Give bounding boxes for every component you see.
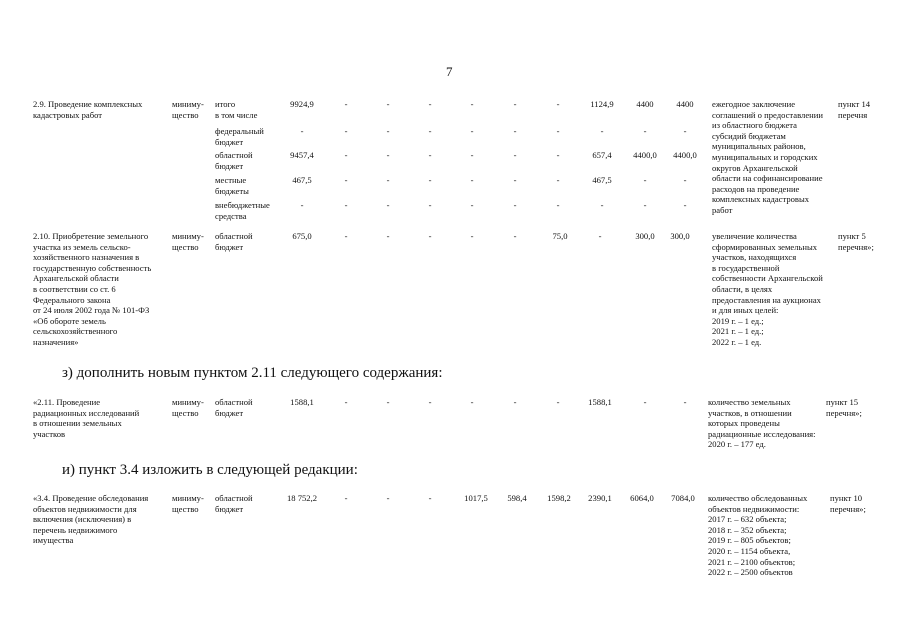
value-cell: -	[428, 397, 432, 407]
value-cell: -	[683, 200, 687, 210]
value-cell: -	[556, 175, 560, 185]
value-cell: -	[386, 397, 390, 407]
value-cell: -	[344, 397, 348, 407]
value-cell: -	[470, 231, 474, 241]
row-executor: миниму- щество	[172, 493, 204, 514]
value-cell: -	[643, 200, 647, 210]
row-reference: пункт 14 перечня	[838, 99, 871, 120]
value-cell: 657,4	[592, 150, 612, 160]
row-executor: миниму- щество	[172, 397, 204, 418]
funding-source: внебюджетные средства	[215, 200, 270, 221]
value-cell: -	[344, 99, 348, 109]
value-cell: 4400,0	[633, 150, 657, 160]
value-cell: 1588,1	[290, 397, 314, 407]
funding-source: итого в том числе	[215, 99, 258, 120]
value-cell: 9924,9	[290, 99, 314, 109]
value-cell: -	[643, 126, 647, 136]
funding-source: местные бюджеты	[215, 175, 249, 196]
row-result: количество обследованных объектов недвижимости: 2017 г. – 632 объекта; 2018 г. – 352 объекта; 2019 г. – 805 объектов; 2020 г. – 1154 объекта, 2021 г. – 2100 объектов; 2022 г. – 2500 объектов	[708, 493, 808, 578]
value-cell: -	[344, 175, 348, 185]
page-number: 7	[446, 64, 453, 79]
value-cell: 467,5	[292, 175, 312, 185]
value-cell: -	[513, 200, 517, 210]
value-cell: -	[470, 200, 474, 210]
value-cell: -	[344, 150, 348, 160]
value-cell: -	[683, 175, 687, 185]
value-cell: -	[600, 200, 604, 210]
value-cell: 467,5	[592, 175, 612, 185]
value-cell: -	[344, 493, 348, 503]
row-reference: пункт 10 перечня»;	[830, 493, 866, 514]
value-cell: -	[428, 493, 432, 503]
value-cell: 675,0	[292, 231, 312, 241]
value-cell: -	[513, 150, 517, 160]
value-cell: -	[344, 126, 348, 136]
value-cell: -	[428, 231, 432, 241]
value-cell: -	[513, 126, 517, 136]
value-cell: 9457,4	[290, 150, 314, 160]
value-cell: -	[556, 150, 560, 160]
value-cell: -	[470, 175, 474, 185]
funding-source: областной бюджет	[215, 150, 253, 171]
row-reference: пункт 15 перечня»;	[826, 397, 862, 418]
value-cell: 6064,0	[630, 493, 654, 503]
value-cell: -	[300, 200, 304, 210]
value-cell: -	[386, 231, 390, 241]
value-cell: 1588,1	[588, 397, 612, 407]
value-cell: -	[344, 231, 348, 241]
value-cell: -	[428, 175, 432, 185]
row-name: 2.10. Приобретение земельного участка из земель сельско- хозяйственного назначения в государственную собственность Архангельской области в соответствии со ст. 6 Федерального закона от 24 июля 2002 года № 101-ФЗ «Об обороте земель сельскохозяйственного назначения»	[33, 231, 152, 347]
value-cell: 598,4	[507, 493, 527, 503]
row-name: 2.9. Проведение комплексных кадастровых работ	[33, 99, 143, 120]
value-cell: -	[470, 126, 474, 136]
value-cell: -	[470, 397, 474, 407]
value-cell: -	[556, 99, 560, 109]
value-cell: -	[683, 126, 687, 136]
value-cell: -	[598, 231, 602, 241]
value-cell: 2390,1	[588, 493, 612, 503]
value-cell: -	[556, 126, 560, 136]
row-executor: миниму- щество	[172, 231, 204, 252]
value-cell: -	[344, 200, 348, 210]
funding-source: областной бюджет	[215, 493, 253, 514]
row-result: количество земельных участков, в отношении которых проведены радиационные исследования: 2020 г. – 177 ед.	[708, 397, 816, 450]
value-cell: -	[470, 99, 474, 109]
value-cell: 300,0	[670, 231, 690, 241]
value-cell: -	[600, 126, 604, 136]
value-cell: -	[556, 200, 560, 210]
value-cell: 4400	[636, 99, 654, 109]
value-cell: -	[513, 231, 517, 241]
value-cell: 4400	[676, 99, 694, 109]
value-cell: -	[386, 99, 390, 109]
section-heading: з) дополнить новым пунктом 2.11 следующего содержания:	[62, 365, 443, 381]
value-cell: 4400,0	[673, 150, 697, 160]
value-cell: -	[386, 150, 390, 160]
row-result: увеличение количества сформированных земельных участков, находящихся в государственной собственности Архангельской области, в целях предоставления на аукционах и для иных целей: 2019 г. – 1 ед.; 2021 г. – 1 ед.; 2022 г. – 1 ед.	[712, 231, 823, 347]
row-reference: пункт 5 перечня»;	[838, 231, 874, 252]
section-heading: и) пункт 3.4 изложить в следующей редакции:	[62, 462, 358, 478]
value-cell: -	[643, 175, 647, 185]
funding-source: федеральный бюджет	[215, 126, 264, 147]
value-cell: -	[386, 493, 390, 503]
value-cell: -	[386, 126, 390, 136]
value-cell: -	[470, 150, 474, 160]
value-cell: -	[428, 126, 432, 136]
value-cell: -	[428, 200, 432, 210]
value-cell: 7084,0	[671, 493, 695, 503]
row-name: «3.4. Проведение обследования объектов недвижимости для включения (исключения) в перечень недвижимого имущества	[33, 493, 149, 546]
value-cell: 1598,2	[547, 493, 571, 503]
row-result: ежегодное заключение соглашений о предоставлении из областного бюджета субсидий бюджетам муниципальных районов, муниципальных и городских округов Архангельской области на софинансирование расходов на проведение комплексных кадастровых работ	[712, 99, 823, 215]
value-cell: -	[513, 99, 517, 109]
value-cell: 75,0	[552, 231, 568, 241]
row-name: «2.11. Проведение радиационных исследований в отношении земельных участков	[33, 397, 140, 439]
value-cell: -	[428, 150, 432, 160]
value-cell: -	[556, 397, 560, 407]
value-cell: -	[513, 397, 517, 407]
value-cell: -	[300, 126, 304, 136]
value-cell: -	[683, 397, 687, 407]
value-cell: -	[428, 99, 432, 109]
value-cell: -	[386, 175, 390, 185]
value-cell: 18 752,2	[286, 493, 318, 503]
funding-source: областной бюджет	[215, 397, 253, 418]
value-cell: -	[513, 175, 517, 185]
value-cell: 1017,5	[464, 493, 488, 503]
funding-source: областной бюджет	[215, 231, 253, 252]
value-cell: 300,0	[635, 231, 655, 241]
value-cell: -	[643, 397, 647, 407]
value-cell: 1124,9	[590, 99, 614, 109]
value-cell: -	[386, 200, 390, 210]
row-executor: миниму- щество	[172, 99, 204, 120]
